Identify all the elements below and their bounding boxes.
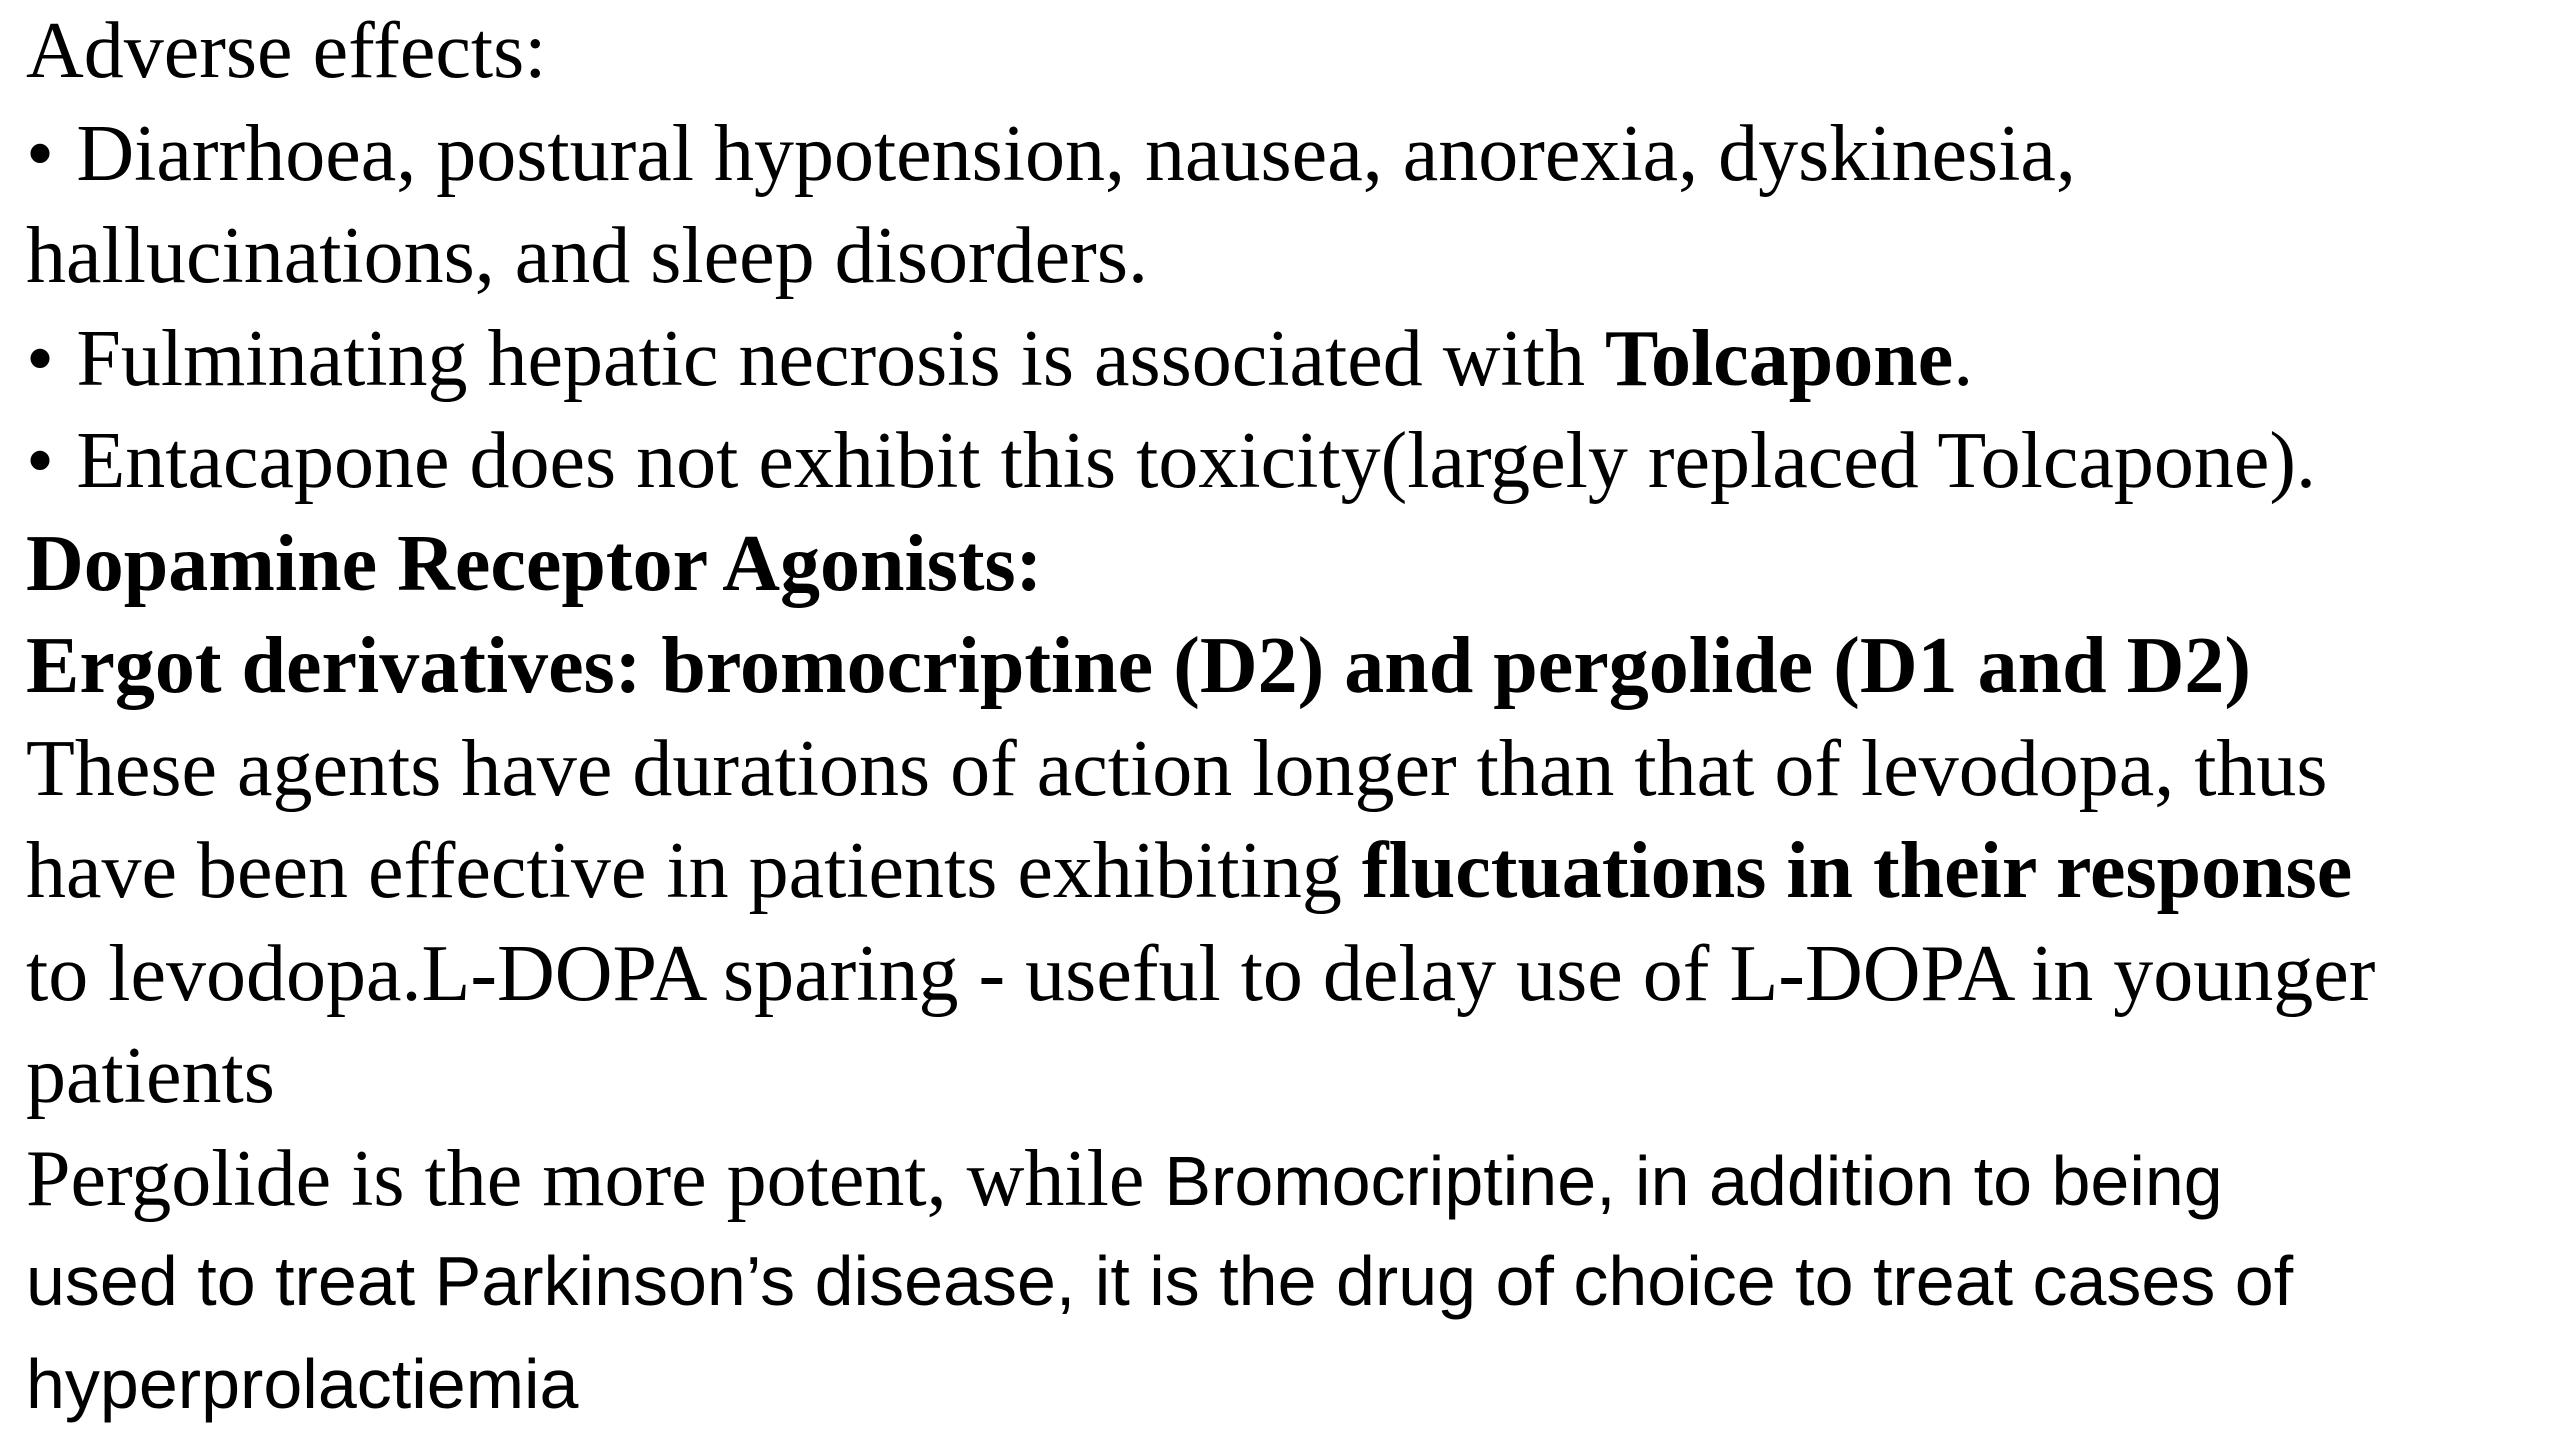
paragraph-text: have been effective in patients exhibiting [26,827,1362,915]
bullet-item-entacapone [26,410,2546,513]
drug-name-tolcapone: Tolcapone [1605,314,1954,403]
paragraph-duration-line-2 [26,820,2546,923]
bullet-icon: • [26,314,55,403]
bullet-text-end: . [1953,314,1974,403]
dopamine-agonists-heading: Dopamine Receptor Agonists: [26,519,1043,608]
paragraph-pergolide-line-3: hyperprolactiemia [26,1344,579,1423]
bullet-icon: • [26,109,55,198]
paragraph-duration-line-4: patients [26,1032,275,1120]
bullet-text: Diarrhoea, postural hypotension, nausea, anorexia, dyskinesia, [76,109,2076,198]
bullet-text: Fulminating hepatic necrosis is associated with [76,314,1605,403]
adverse-effects-heading: Adverse effects: [26,7,547,95]
paragraph-duration-line-1: These agents have durations of action longer than that of levodopa, thus [26,724,2328,813]
paragraph-duration-line-3: to levodopa.L-DOPA sparing - useful to delay use of L-DOPA in younger [26,929,2376,1018]
emphasis-fluctuations: fluctuations in their response [1361,827,2353,915]
bullet-item-side-effects [26,103,2546,206]
paragraph-text-serif: Pergolide is the more potent, while [26,1134,1165,1223]
bullet-icon: • [26,417,55,505]
ergot-derivatives-heading: Ergot derivatives: bromocriptine (D2) and pergolide (D1 and D2) [26,622,2251,710]
paragraph-pergolide-line-2: used to treat Parkinson’s disease, it is the drug of choice to treat cases of [26,1242,2294,1320]
bullet-item-hepatic-necrosis [26,308,2546,411]
bullet-item-side-effects-continued: hallucinations, and sleep disorders. [26,212,1148,300]
paragraph-text-sans: Bromocriptine, in addition to being [1164,1141,2223,1220]
paragraph-pergolide-line-1 [26,1128,2546,1231]
bullet-text: Entacapone does not exhibit this toxicity(largely replaced Tolcapone). [76,417,2317,505]
slide-text-body [26,0,2546,1435]
